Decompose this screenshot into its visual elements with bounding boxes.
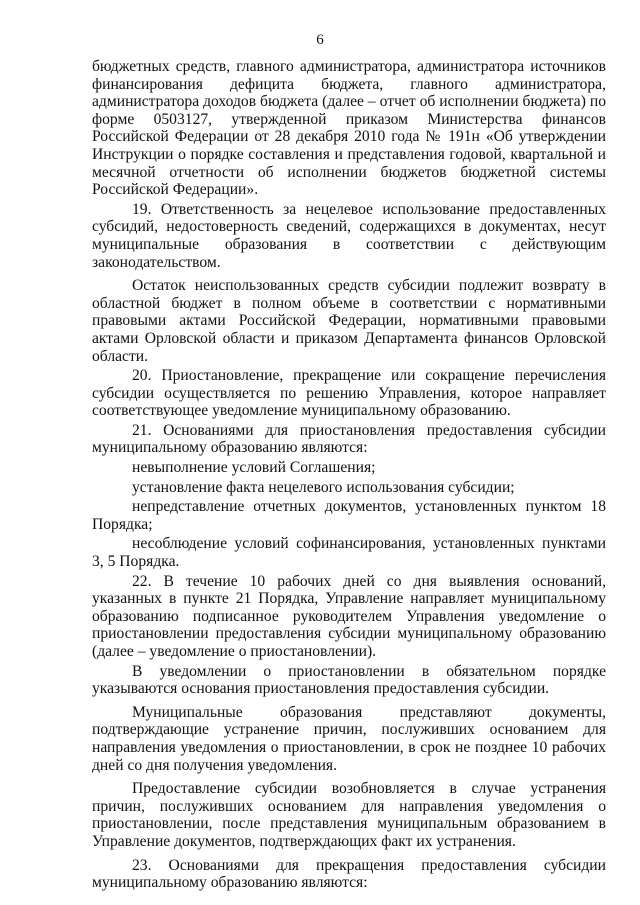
paragraph: Предоставление субсидии возобновляется в случае устранения причин, послуживших основанием для направления уведомления о приостановлении, после представления муниципальным образованием в Управление документов, подтверждающих факт их устранения. [92,780,606,850]
paragraph: 20. Приостановление, прекращение или сокращение перечисления субсидии осуществляется по решению Управления, которое направляет соответствующее уведомление муниципальному образованию. [92,367,606,420]
paragraph: В уведомлении о приостановлении в обязательном порядке указываются основания приостановления предоставления субсидии. [92,662,606,698]
paragraph: 22. В течение 10 рабочих дней со дня выявления оснований, указанных в пункте 21 Порядка, Управление направляет муниципальному образованию подписанное руководителем Управления уведомление о приостановлении предоставления субсидии муниципальному образованию (далее – уведомление о приостановлении). [92,572,606,660]
paragraph: Муниципальные образования представляют документы, подтверждающие устранение причин, послуживших основанием для направления уведомления о приостановлении, в срок не позднее 10 рабочих дней со дня получения уведомления. [92,703,606,774]
list-item: установление факта нецелевого использования субсидии; [132,478,515,496]
paragraph: 23. Основаниями для прекращения предоставления субсидии муниципальному образованию являются: [92,856,606,892]
paragraph: Остаток неиспользованных средств субсидии подлежит возврату в областной бюджет в полном объеме в соответствии с нормативными правовыми актами Российской Федерации, нормативными правовыми актами Орловской области и приказом Департамента финансов Орловской области. [92,277,606,365]
document-body [92,58,606,894]
paragraph: бюджетных средств, главного администратора, администратора источников финансирования дефицита бюджета, главного администратора, администратора доходов бюджета (далее – отчет об исполнении бюджета) по форме 0503127, утвержденной приказом Министерства финансов Российской Федерации от 28 декабря 2010 года № 191н «Об утверждении Инструкции о порядке составления и представления годовой, квартальной и месячной отчетности об исполнении бюджетов бюджетной системы Российской Федерации». [92,58,606,199]
list-item: невыполнение условий Соглашения; [132,459,376,477]
list-item: непредставление отчетных документов, установленных пунктом 18 Порядка; [92,498,606,533]
page-number: 6 [316,32,324,48]
paragraph: 19. Ответственность за нецелевое использование предоставленных субсидий, недостоверность сведений, содержащихся в документах, несут муниципальные образования в соответствии с действующим законодательством. [92,200,606,271]
paragraph: 21. Основаниями для приостановления предоставления субсидии муниципальному образованию являются: [92,421,606,457]
list-item: несоблюдение условий софинансирования, установленных пунктами 3, 5 Порядка. [92,535,606,571]
